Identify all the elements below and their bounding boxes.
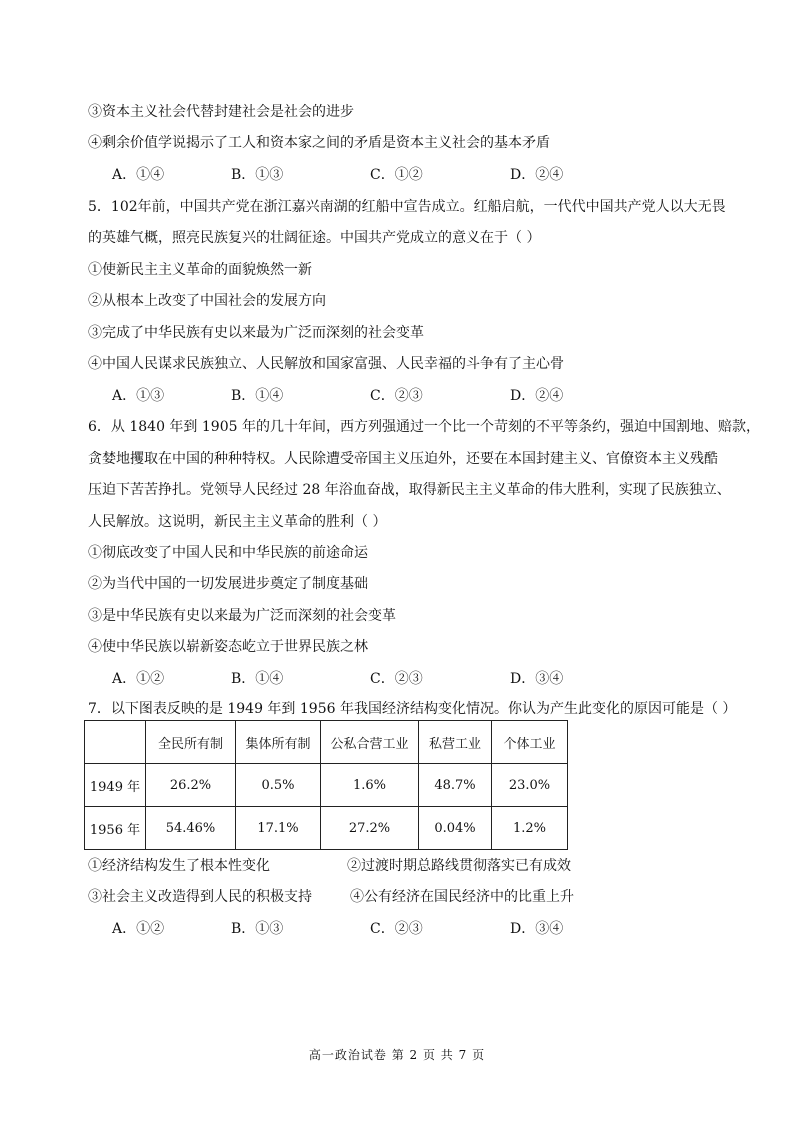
question-6-stem-cont: 人民解放。这说明，新民主主义革命的胜利（ ） bbox=[88, 514, 387, 530]
q6-statement-2: ②为当代中国的一切发展进步奠定了制度基础 bbox=[88, 576, 368, 592]
table-row bbox=[85, 807, 568, 850]
table-cell: 0.5% bbox=[236, 764, 321, 807]
question-7-stem: 7．以下图表反映的是 1949 年到 1956 年我国经济结构变化情况。你认为产生此变化的原因可能是（ ） bbox=[88, 701, 737, 717]
q6-statement-4: ④使中华民族以崭新姿态屹立于世界民族之林 bbox=[88, 639, 368, 655]
q7-statement-4: ④公有经济在国民经济中的比重上升 bbox=[350, 889, 574, 905]
q6-statement-3: ③是中华民族有史以来最为广泛而深刻的社会变革 bbox=[88, 608, 396, 624]
table-cell: 54.46% bbox=[146, 807, 236, 850]
q5-option-a[interactable]: A．①③ bbox=[112, 388, 165, 404]
q5-statement-4: ④中国人民谋求民族独立、人民解放和国家富强、人民幸福的斗争有了主心骨 bbox=[88, 356, 564, 372]
question-5-stem: 5．102年前，中国共产党在浙江嘉兴南湖的红船中宣告成立。红船启航，一代代中国共产党人以大无畏 bbox=[88, 199, 726, 215]
q5-option-c[interactable]: C．②③ bbox=[370, 388, 423, 404]
table-header-cell: 公私合营工业 bbox=[321, 721, 419, 764]
table-header-cell: 私营工业 bbox=[419, 721, 492, 764]
q5-statement-2: ②从根本上改变了中国社会的发展方向 bbox=[88, 293, 326, 309]
table-cell: 17.1% bbox=[236, 807, 321, 850]
table-cell: 1949 年 bbox=[85, 764, 146, 807]
q6-option-d[interactable]: D．③④ bbox=[510, 671, 564, 687]
table-cell: 1.2% bbox=[492, 807, 568, 850]
table-cell: 48.7% bbox=[419, 764, 492, 807]
table-header-cell: 个体工业 bbox=[492, 721, 568, 764]
q5-statement-1: ①使新民主主义革命的面貌焕然一新 bbox=[88, 262, 312, 278]
question-6-stem: 6．从 1840 年到 1905 年的几十年间，西方列强通过一个比一个苛刻的不平等条约，强迫中国割地、赔款， bbox=[88, 419, 760, 435]
table-header-cell: 集体所有制 bbox=[236, 721, 321, 764]
q7-statement-1: ①经济结构发生了根本性变化 bbox=[88, 858, 270, 874]
question-6-stem-cont: 压迫下苦苦挣扎。党领导人民经过 28 年浴血奋战，取得新民主主义革命的伟大胜利，实现了民族独立、 bbox=[88, 482, 731, 498]
statement-3: ③资本主义社会代替封建社会是社会的进步 bbox=[88, 104, 354, 120]
option-b[interactable]: B．①③ bbox=[231, 167, 284, 183]
option-c[interactable]: C．①② bbox=[370, 167, 423, 183]
q6-option-a[interactable]: A．①② bbox=[112, 671, 165, 687]
table-cell: 26.2% bbox=[146, 764, 236, 807]
q5-statement-3: ③完成了中华民族有史以来最为广泛而深刻的社会变革 bbox=[88, 325, 424, 341]
statement-4: ④剩余价值学说揭示了工人和资本家之间的矛盾是资本主义社会的基本矛盾 bbox=[88, 135, 550, 151]
q6-option-c[interactable]: C．②③ bbox=[370, 671, 423, 687]
table-cell: 27.2% bbox=[321, 807, 419, 850]
option-a[interactable]: A．①④ bbox=[112, 167, 165, 183]
q7-option-d[interactable]: D．③④ bbox=[510, 921, 564, 937]
option-d[interactable]: D．②④ bbox=[510, 167, 564, 183]
page-footer: 高一政治试卷 第 2 页 共 7 页 bbox=[308, 1048, 486, 1062]
q5-option-d[interactable]: D．②④ bbox=[510, 388, 564, 404]
q7-option-b[interactable]: B．①③ bbox=[231, 921, 284, 937]
table-cell: 23.0% bbox=[492, 764, 568, 807]
q7-statement-3: ③社会主义改造得到人民的积极支持 bbox=[88, 889, 312, 905]
table-header-row bbox=[85, 721, 568, 764]
table-row bbox=[85, 764, 568, 807]
economic-structure-table bbox=[84, 720, 568, 850]
q7-option-c[interactable]: C．②③ bbox=[370, 921, 423, 937]
question-5-stem-cont: 的英雄气概，照亮民族复兴的壮阔征途。中国共产党成立的意义在于（ ） bbox=[88, 230, 541, 246]
q5-option-b[interactable]: B．①④ bbox=[231, 388, 284, 404]
q6-option-b[interactable]: B．①④ bbox=[231, 671, 284, 687]
table-cell: 1956 年 bbox=[85, 807, 146, 850]
table-header-cell: 全民所有制 bbox=[146, 721, 236, 764]
table-cell: 0.04% bbox=[419, 807, 492, 850]
question-6-stem-cont: 贪婪地攫取在中国的种种特权。人民除遭受帝国主义压迫外，还要在本国封建主义、官僚资本主义残酷 bbox=[88, 451, 718, 467]
table-header-cell bbox=[85, 721, 146, 764]
q7-statement-2: ②过渡时期总路线贯彻落实已有成效 bbox=[347, 858, 571, 874]
q7-option-a[interactable]: A．①② bbox=[112, 921, 165, 937]
table-cell: 1.6% bbox=[321, 764, 419, 807]
q6-statement-1: ①彻底改变了中国人民和中华民族的前途命运 bbox=[88, 545, 368, 561]
